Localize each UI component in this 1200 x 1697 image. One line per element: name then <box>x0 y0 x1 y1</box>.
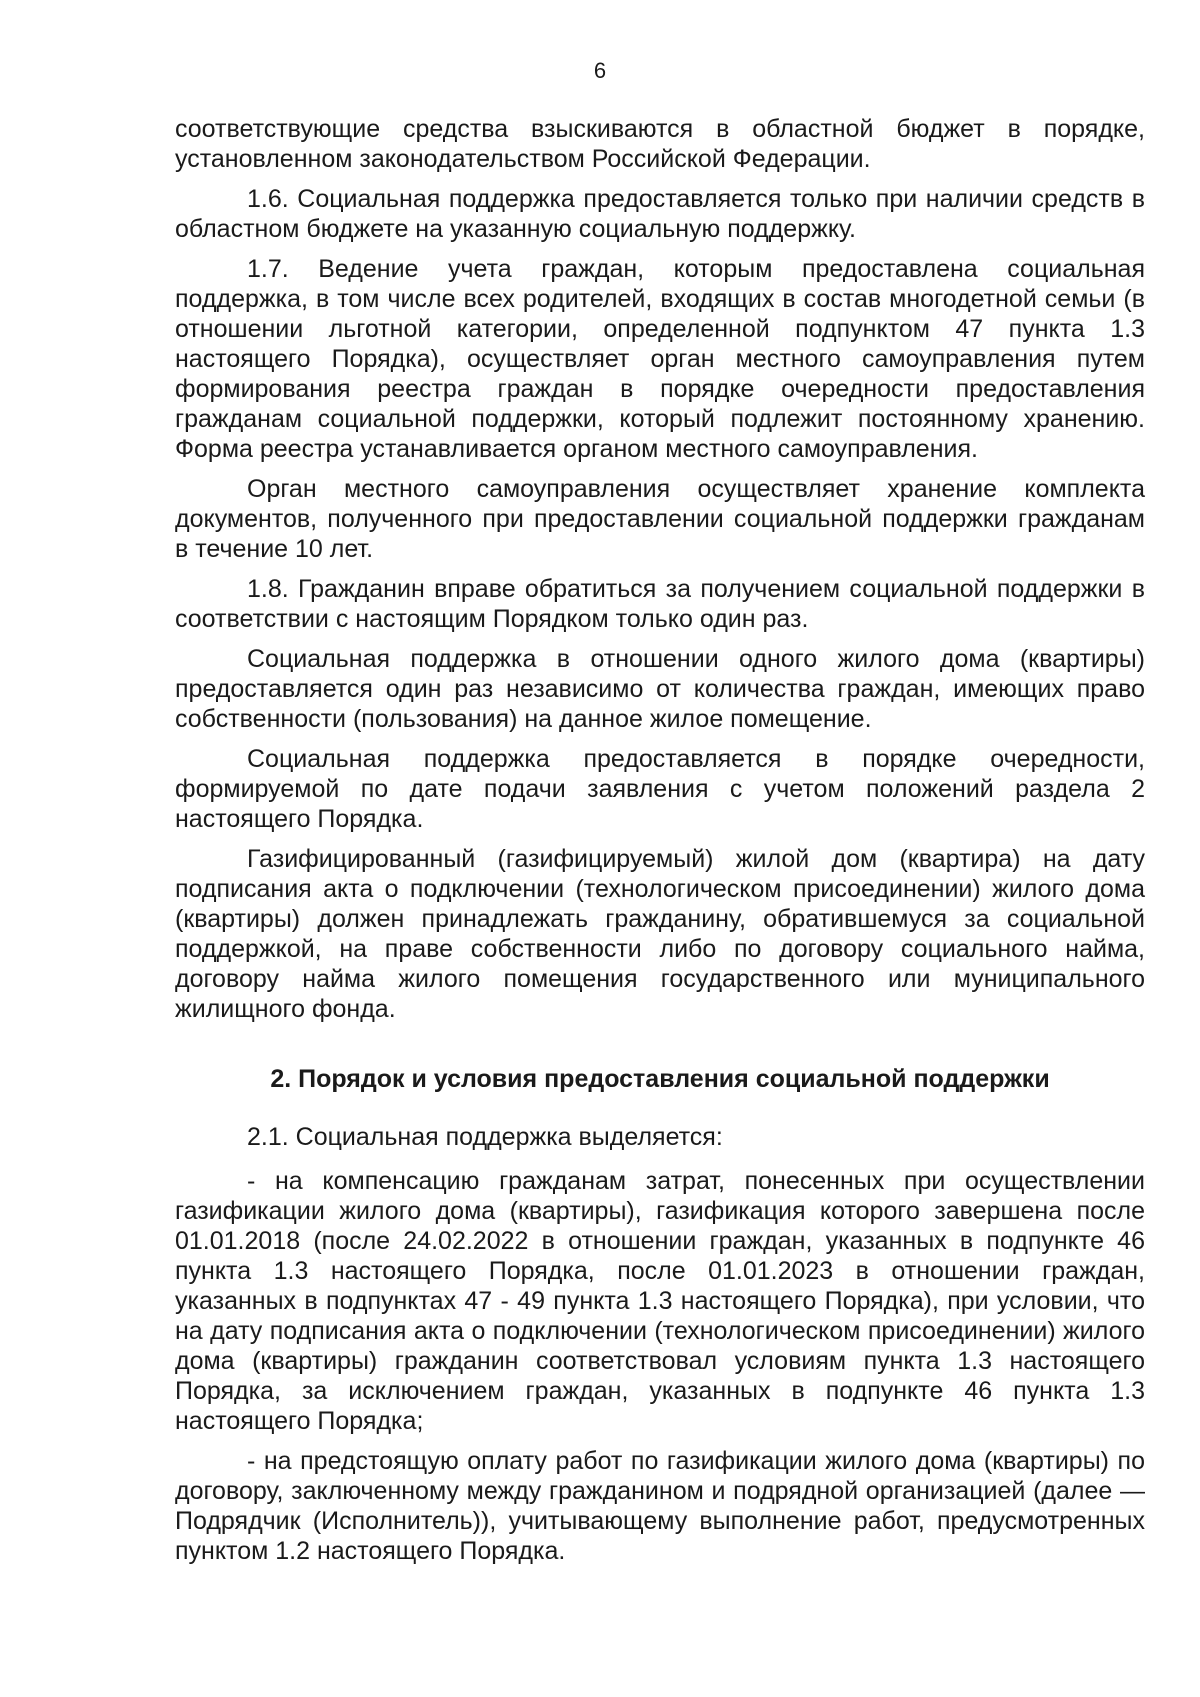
section-heading: 2. Порядок и условия предоставления социальной поддержки <box>270 1065 1050 1093</box>
paragraph: соответствующие средства взыскиваются в областной бюджет в порядке, установленном законодательством Российской Федерации. <box>175 115 1145 173</box>
paragraph-2-1: 2.1. Социальная поддержка выделяется: <box>247 1123 723 1151</box>
paragraph: Орган местного самоуправления осуществляет хранение комплекта документов, полученного при предоставлении социальной поддержки гражданам в течение 10 лет. <box>175 475 1145 563</box>
list-item: - на предстоящую оплату работ по газификации жилого дома (квартиры) по договору, заключенному между гражданином и подрядной организацией (далее — Подрядчик (Исполнитель)), учитывающему выполнение работ, предусмотренных пунктом 1.2 настоящего Порядка. <box>175 1447 1145 1565</box>
list-item: - на компенсацию гражданам затрат, понесенных при осуществлении газификации жилого дома (квартиры), газификация которого завершена после 01.01.2018 (после 24.02.2022 в отношении граждан, указанных в подпункте 46 пункта 1.3 настоящего Порядка, после 01.01.2023 в отношении граждан, указанных в подпунктах 47 - 49 пункта 1.3 настоящего Порядка), при условии, что на дату подписания акта о подключении (технологическом присоединении) жилого дома (квартиры) гражданин соответствовал условиям пункта 1.3 настоящего Порядка, за исключением граждан, указанных в подпункте 46 пункта 1.3 настоящего Порядка; <box>175 1167 1145 1435</box>
document-body <box>175 114 1145 1576</box>
paragraph: Социальная поддержка предоставляется в порядке очередности, формируемой по дате подачи заявления с учетом положений раздела 2 настоящего Порядка. <box>175 745 1145 833</box>
paragraph-1-6: 1.6. Социальная поддержка предоставляется только при наличии средств в областном бюджете на указанную социальную поддержку. <box>175 185 1145 243</box>
paragraph: Социальная поддержка в отношении одного жилого дома (квартиры) предоставляется один раз независимо от количества граждан, имеющих право собственности (пользования) на данное жилое помещение. <box>175 645 1145 733</box>
paragraph-1-8: 1.8. Гражданин вправе обратиться за получением социальной поддержки в соответствии с настоящим Порядком только один раз. <box>175 575 1145 633</box>
paragraph: Газифицированный (газифицируемый) жилой дом (квартира) на дату подписания акта о подключении (технологическом присоединении) жилого дома (квартиры) должен принадлежать гражданину, обратившемуся за социальной поддержкой, на праве собственности либо по договору социального найма, договору найма жилого помещения государственного или муниципального жилищного фонда. <box>175 845 1145 1023</box>
page-number: 6 <box>593 58 607 83</box>
paragraph-1-7: 1.7. Ведение учета граждан, которым предоставлена социальная поддержка, в том числе всех родителей, входящих в состав многодетной семьи (в отношении льготной категории, определенной подпунктом 47 пункта 1.3 настоящего Порядка), осуществляет орган местного самоуправления путем формирования реестра граждан в порядке очередности предоставления гражданам социальной поддержки, который подлежит постоянному хранению. Форма реестра устанавливается органом местного самоуправления. <box>175 255 1145 463</box>
